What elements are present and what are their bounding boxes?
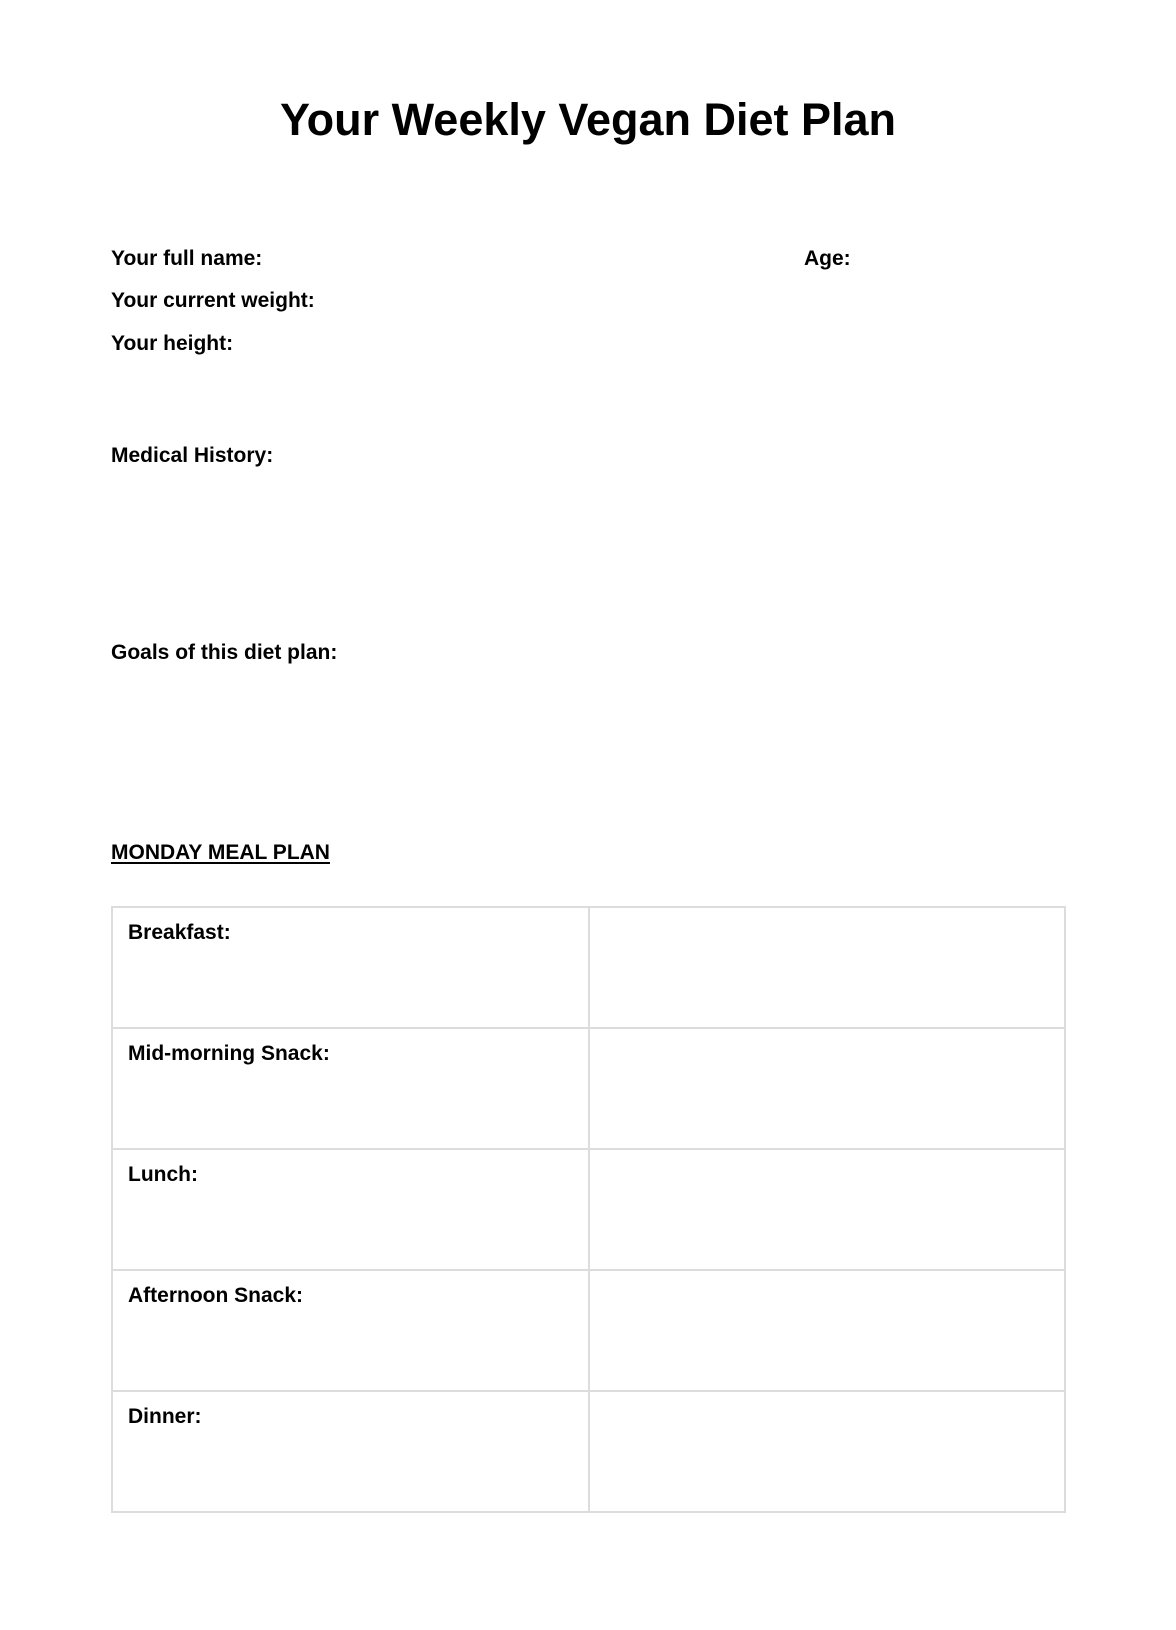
meal-label-mid-morning-snack: Mid-morning Snack: — [128, 1042, 330, 1065]
meal-entry-cell-afternoon-snack[interactable] — [589, 1270, 1065, 1391]
meal-entry-cell-lunch[interactable] — [589, 1149, 1065, 1270]
meal-label-breakfast: Breakfast: — [128, 921, 231, 944]
meal-entry-cell-mid-morning-snack[interactable] — [589, 1028, 1065, 1149]
table-row — [112, 1149, 1065, 1270]
current-weight-label: Your current weight: — [111, 289, 315, 312]
table-row — [112, 1028, 1065, 1149]
table-row — [112, 907, 1065, 1028]
full-name-label: Your full name: — [111, 247, 263, 270]
meal-plan-table — [111, 906, 1066, 1513]
meal-name-cell — [112, 1149, 589, 1270]
meal-label-lunch: Lunch: — [128, 1163, 198, 1186]
meal-name-cell — [112, 1391, 589, 1512]
meal-name-cell — [112, 907, 589, 1028]
age-label: Age: — [804, 247, 851, 270]
table-row — [112, 1391, 1065, 1512]
meal-name-cell — [112, 1028, 589, 1149]
height-label: Your height: — [111, 332, 234, 355]
table-row — [112, 1270, 1065, 1391]
medical-history-label: Medical History: — [111, 444, 274, 467]
meal-entry-cell-breakfast[interactable] — [589, 907, 1065, 1028]
meal-label-dinner: Dinner: — [128, 1405, 202, 1428]
goals-label: Goals of this diet plan: — [111, 641, 338, 664]
meal-name-cell — [112, 1270, 589, 1391]
meal-label-afternoon-snack: Afternoon Snack: — [128, 1284, 304, 1307]
meal-entry-cell-dinner[interactable] — [589, 1391, 1065, 1512]
page-title: Your Weekly Vegan Diet Plan — [279, 94, 897, 145]
monday-meal-plan-heading: MONDAY MEAL PLAN — [111, 841, 330, 864]
